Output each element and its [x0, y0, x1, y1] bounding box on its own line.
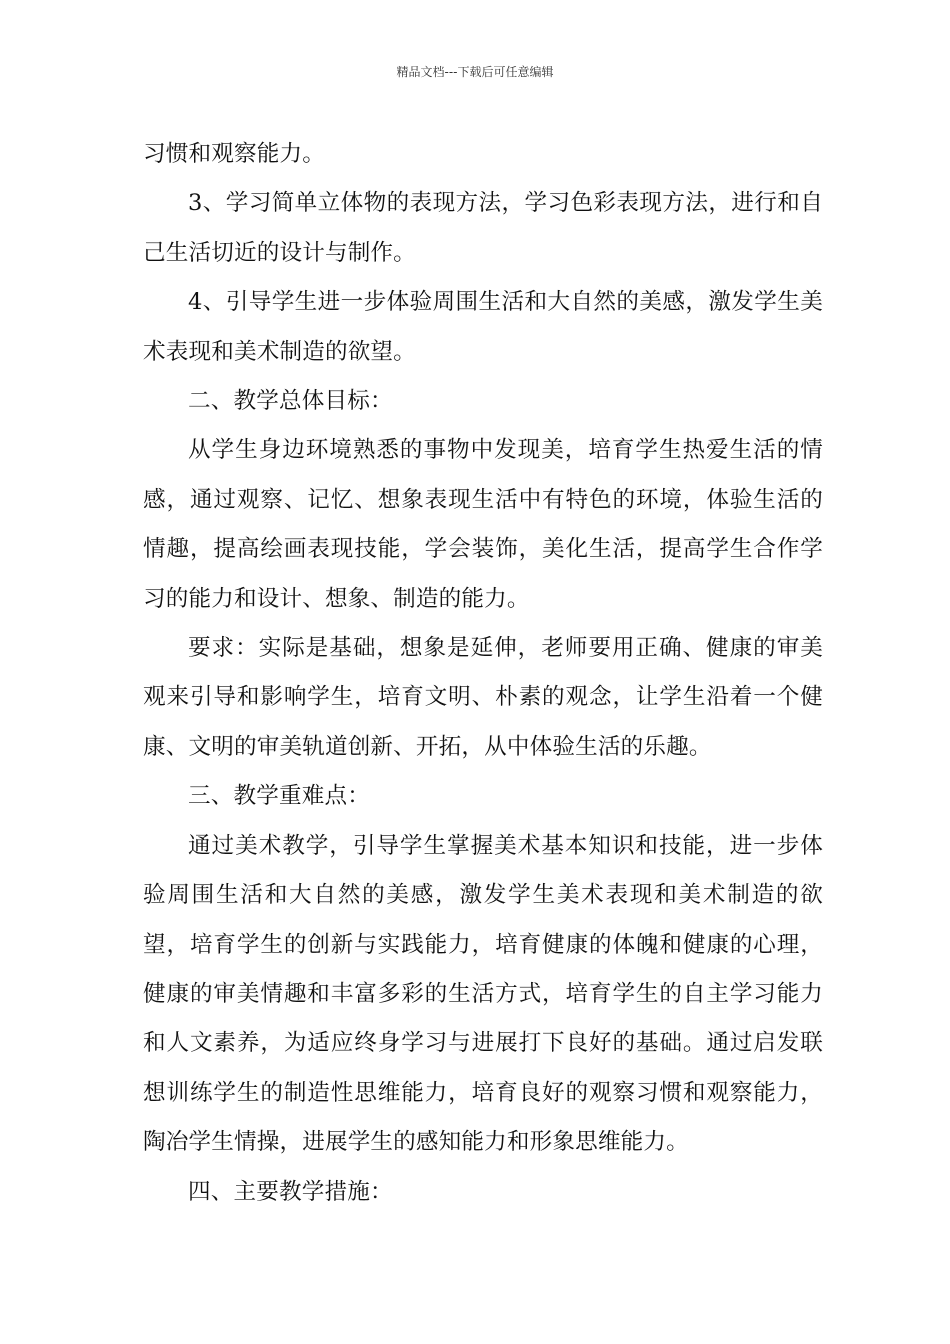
paragraph-item-4: 4、引导学生进一步体验周围生活和大自然的美感，激发学生美术表现和美术制造的欲望。 [143, 289, 823, 365]
section-heading-key-points: 三、教学重难点： [188, 783, 370, 810]
paragraph-key-points: 通过美术教学，引导学生掌握美术基本知识和技能，进一步体验周围生活和大自然的美感，激发学生美术表现和美术制造的欲望，培育学生的创新与实践能力，培育健康的体魄和健康的心理，健康的审美情趣和丰富多彩的生活方式，培育学生的自主学习能力和人文素养，为适应终身学习与进展打下良好的基础。通过启发联想训练学生的制造性思维能力，培育良好的观察习惯和观察能力，陶冶学生情操，进展学生的感知能力和形象思维能力。 [143, 832, 823, 1156]
paragraph-item-3: 3、学习简单立体物的表现方法，学习色彩表现方法，进行和自己生活切近的设计与制作。 [143, 190, 823, 266]
section-heading-measures: 四、主要教学措施： [188, 1178, 393, 1205]
paragraph-requirements: 要求：实际是基础，想象是延伸，老师要用正确、健康的审美观来引导和影响学生，培育文明、朴素的观念，让学生沿着一个健康、文明的审美轨道创新、开拓，从中体验生活的乐趣。 [143, 635, 823, 760]
section-heading-overall-goals: 二、教学总体目标： [188, 388, 393, 415]
paragraph-continuation: 习惯和观察能力。 [143, 141, 325, 167]
paragraph-overall-goals: 从学生身边环境熟悉的事物中发现美，培育学生热爱生活的情感，通过观察、记忆、想象表现生活中有特色的环境，体验生活的情趣，提高绘画表现技能，学会装饰，美化生活，提高学生合作学习的能力和设计、想象、制造的能力。 [143, 437, 823, 612]
page-header: 精品文档---下载后可任意编辑 [396, 65, 554, 79]
document-body [143, 130, 823, 1217]
